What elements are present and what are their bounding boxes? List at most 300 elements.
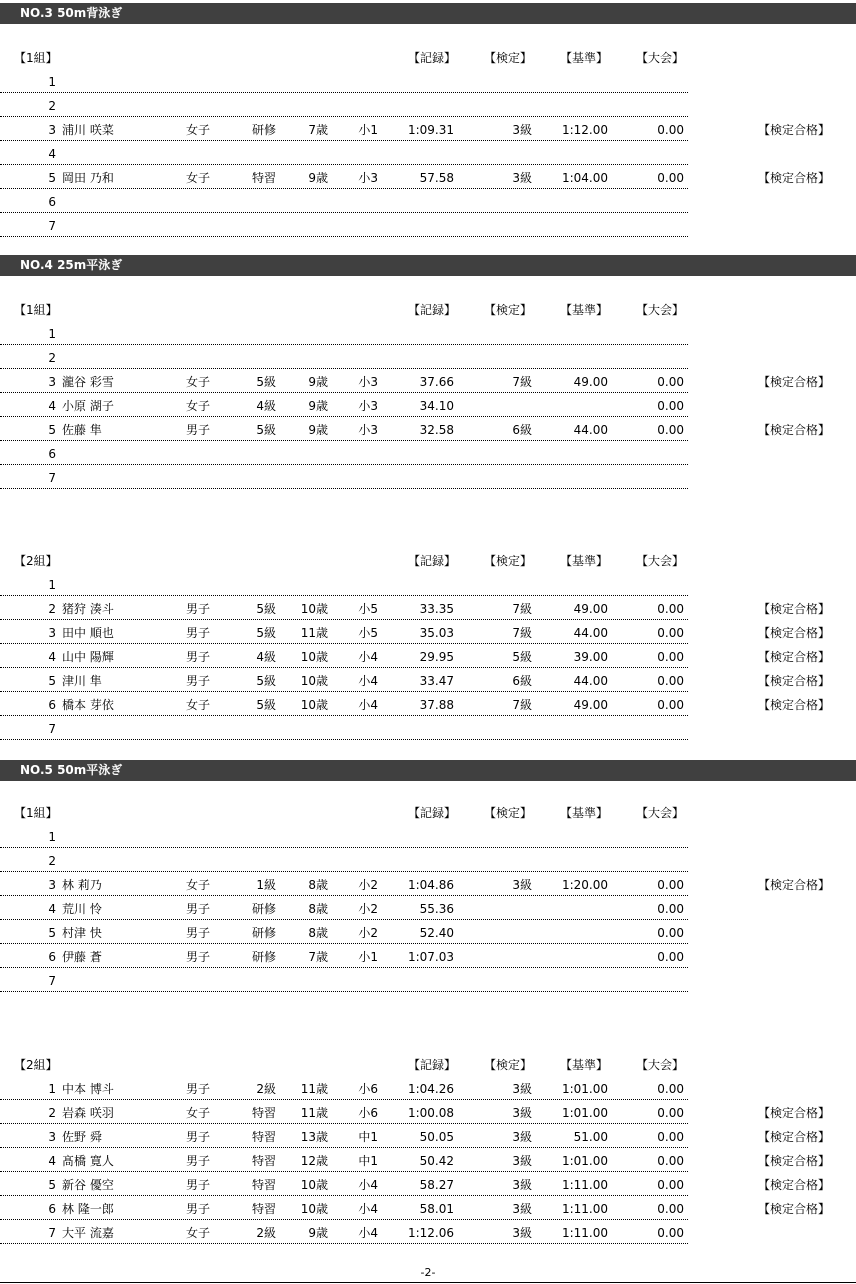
- lane-row: [0, 144, 856, 164]
- kentei-level: 3級: [512, 171, 532, 185]
- lane-row: [0, 120, 856, 140]
- swimmer-sex: 女子: [186, 171, 211, 185]
- lane-number: 7: [48, 471, 56, 485]
- taikai-time: 0.00: [657, 602, 684, 616]
- event-title: NO.4 25m平泳ぎ: [0, 255, 856, 276]
- lane-number: 4: [48, 650, 56, 664]
- school-grade: 小5: [358, 626, 378, 640]
- lane-row: [0, 1199, 856, 1219]
- lane-row: [0, 468, 856, 488]
- kentei-level: 6級: [512, 423, 532, 437]
- swimmer-name: 伊藤 蒼: [62, 950, 102, 964]
- record-time: 1:00.08: [407, 1106, 454, 1120]
- swimmer-name: 佐藤 隼: [62, 423, 102, 437]
- swimmer-class: 特習: [251, 1202, 276, 1216]
- swimmer-age: 10歳: [300, 698, 328, 712]
- swimmer-name: 田中 順也: [62, 626, 114, 640]
- taikai-time: 0.00: [657, 1106, 684, 1120]
- lane-row: [0, 348, 856, 368]
- taikai-time: 0.00: [657, 1082, 684, 1096]
- kijun-column-header: 【基準】: [560, 303, 609, 317]
- lane-row: [0, 599, 856, 619]
- lane-number: 7: [48, 219, 56, 233]
- pass-badge: 【検定合格】: [758, 171, 831, 185]
- swimmer-sex: 女子: [186, 1106, 211, 1120]
- record-time: 50.05: [419, 1130, 454, 1144]
- group-header: [0, 48, 856, 68]
- swimmer-name: 林 隆一郎: [62, 1202, 114, 1216]
- lane-row: [0, 899, 856, 919]
- swimmer-age: 9歳: [308, 171, 328, 185]
- school-grade: 小3: [358, 171, 378, 185]
- kentei-column-header: 【検定】: [484, 554, 533, 568]
- kijun-time: 1:12.00: [561, 123, 608, 137]
- swimmer-name: 村津 快: [62, 926, 102, 940]
- lane-number: 2: [48, 351, 56, 365]
- lane-number: 3: [48, 626, 56, 640]
- group-label: 【1組】: [14, 806, 58, 820]
- group-header: [0, 551, 856, 571]
- swimmer-class: 2級: [256, 1082, 276, 1096]
- school-grade: 小3: [358, 375, 378, 389]
- record-time: 33.35: [419, 602, 454, 616]
- swimmer-age: 11歳: [300, 626, 328, 640]
- swimmer-age: 9歳: [308, 423, 328, 437]
- swimmer-name: 山中 陽輝: [62, 650, 114, 664]
- swimmer-class: 特習: [251, 1130, 276, 1144]
- lane-number: 1: [48, 327, 56, 341]
- taikai-time: 0.00: [657, 423, 684, 437]
- swimmer-age: 10歳: [300, 650, 328, 664]
- lane-number: 2: [48, 1106, 56, 1120]
- record-column-header: 【記録】: [408, 554, 457, 568]
- lane-number: 5: [48, 674, 56, 688]
- group-label: 【2組】: [14, 554, 58, 568]
- pass-badge: 【検定合格】: [758, 650, 831, 664]
- kentei-level: 3級: [512, 1082, 532, 1096]
- pass-badge: 【検定合格】: [758, 674, 831, 688]
- swimmer-sex: 女子: [186, 375, 211, 389]
- kentei-level: 3級: [512, 1130, 532, 1144]
- kijun-time: 44.00: [573, 423, 608, 437]
- record-time: 58.27: [419, 1178, 454, 1192]
- swimmer-class: 研修: [251, 950, 276, 964]
- lane-number: 6: [48, 1202, 56, 1216]
- swimmer-class: 2級: [256, 1226, 276, 1240]
- taikai-time: 0.00: [657, 902, 684, 916]
- kentei-level: 3級: [512, 1202, 532, 1216]
- swimmer-name: 橋本 芽依: [62, 698, 114, 712]
- footer-rule: [0, 1282, 856, 1283]
- swimmer-sex: 女子: [186, 123, 211, 137]
- lane-row: [0, 420, 856, 440]
- group-header: [0, 803, 856, 823]
- kijun-time: 51.00: [573, 1130, 608, 1144]
- lane-number: 3: [48, 1130, 56, 1144]
- swimmer-age: 10歳: [300, 1202, 328, 1216]
- kentei-column-header: 【検定】: [484, 1058, 533, 1072]
- lane-number: 6: [48, 698, 56, 712]
- lane-row: [0, 72, 856, 92]
- record-time: 37.66: [419, 375, 454, 389]
- school-grade: 小1: [358, 123, 378, 137]
- lane-number: 1: [48, 75, 56, 89]
- swimmer-age: 8歳: [308, 878, 328, 892]
- swimmer-sex: 女子: [186, 878, 211, 892]
- pass-badge: 【検定合格】: [758, 375, 831, 389]
- school-grade: 小2: [358, 926, 378, 940]
- lane-number: 7: [48, 974, 56, 988]
- kentei-level: 3級: [512, 1178, 532, 1192]
- lane-number: 5: [48, 423, 56, 437]
- kentei-level: 3級: [512, 1226, 532, 1240]
- kijun-time: 1:11.00: [561, 1202, 608, 1216]
- taikai-time: 0.00: [657, 698, 684, 712]
- record-time: 29.95: [419, 650, 454, 664]
- taikai-time: 0.00: [657, 650, 684, 664]
- swimmer-age: 11歳: [300, 1082, 328, 1096]
- lane-row: [0, 695, 856, 715]
- lane-number: 1: [48, 578, 56, 592]
- kentei-column-header: 【検定】: [484, 51, 533, 65]
- school-grade: 小2: [358, 902, 378, 916]
- school-grade: 小4: [358, 1202, 378, 1216]
- swimmer-sex: 女子: [186, 698, 211, 712]
- lane-row: [0, 1127, 856, 1147]
- lane-row: [0, 372, 856, 392]
- lane-number: 4: [48, 902, 56, 916]
- swimmer-age: 12歳: [300, 1154, 328, 1168]
- taikai-column-header: 【大会】: [636, 303, 685, 317]
- lane-number: 3: [48, 375, 56, 389]
- record-time: 1:04.86: [407, 878, 454, 892]
- lane-row: [0, 851, 856, 871]
- swimmer-age: 8歳: [308, 926, 328, 940]
- school-grade: 小5: [358, 602, 378, 616]
- school-grade: 小4: [358, 674, 378, 688]
- lane-number: 5: [48, 1178, 56, 1192]
- record-time: 34.10: [419, 399, 454, 413]
- swimmer-class: 5級: [256, 698, 276, 712]
- school-grade: 小4: [358, 698, 378, 712]
- record-time: 1:09.31: [407, 123, 454, 137]
- kentei-column-header: 【検定】: [484, 303, 533, 317]
- lane-number: 4: [48, 399, 56, 413]
- swimmer-sex: 男子: [186, 1178, 211, 1192]
- taikai-time: 0.00: [657, 1202, 684, 1216]
- lane-row: [0, 324, 856, 344]
- taikai-time: 0.00: [657, 375, 684, 389]
- swimmer-sex: 男子: [186, 902, 211, 916]
- kijun-time: 1:04.00: [561, 171, 608, 185]
- swimmer-sex: 男子: [186, 674, 211, 688]
- event-title: NO.5 50m平泳ぎ: [0, 760, 856, 781]
- taikai-time: 0.00: [657, 171, 684, 185]
- swimmer-age: 10歳: [300, 602, 328, 616]
- swimmer-name: 髙橋 寛人: [62, 1154, 114, 1168]
- lane-row: [0, 671, 856, 691]
- school-grade: 中1: [358, 1130, 378, 1144]
- lane-number: 7: [48, 1226, 56, 1240]
- swimmer-sex: 女子: [186, 399, 211, 413]
- swimmer-class: 特習: [251, 1178, 276, 1192]
- swimmer-age: 9歳: [308, 399, 328, 413]
- pass-badge: 【検定合格】: [758, 698, 831, 712]
- taikai-time: 0.00: [657, 626, 684, 640]
- lane-number: 2: [48, 99, 56, 113]
- pass-badge: 【検定合格】: [758, 602, 831, 616]
- lane-row: [0, 192, 856, 212]
- lane-row: [0, 1151, 856, 1171]
- swimmer-sex: 男子: [186, 626, 211, 640]
- taikai-column-header: 【大会】: [636, 806, 685, 820]
- lane-number: 5: [48, 926, 56, 940]
- lane-row: [0, 875, 856, 895]
- pass-badge: 【検定合格】: [758, 1202, 831, 1216]
- swimmer-class: 研修: [251, 926, 276, 940]
- swimmer-age: 10歳: [300, 1178, 328, 1192]
- lane-row: [0, 168, 856, 188]
- taikai-time: 0.00: [657, 399, 684, 413]
- school-grade: 小2: [358, 878, 378, 892]
- swimmer-class: 4級: [256, 650, 276, 664]
- school-grade: 小4: [358, 650, 378, 664]
- lane-number: 4: [48, 147, 56, 161]
- swimmer-class: 特習: [251, 171, 276, 185]
- school-grade: 小4: [358, 1226, 378, 1240]
- kijun-column-header: 【基準】: [560, 51, 609, 65]
- swimmer-name: 中本 博斗: [62, 1082, 114, 1096]
- kentei-level: 5級: [512, 650, 532, 664]
- pass-badge: 【検定合格】: [758, 1178, 831, 1192]
- record-time: 1:04.26: [407, 1082, 454, 1096]
- swimmer-sex: 男子: [186, 1082, 211, 1096]
- lane-number: 7: [48, 722, 56, 736]
- swimmer-age: 9歳: [308, 1226, 328, 1240]
- kijun-time: 1:11.00: [561, 1178, 608, 1192]
- swimmer-name: 浦川 咲菜: [62, 123, 114, 137]
- lane-number: 2: [48, 854, 56, 868]
- swimmer-sex: 男子: [186, 423, 211, 437]
- lane-row: [0, 1175, 856, 1195]
- swimmer-class: 1級: [256, 878, 276, 892]
- kijun-time: 1:11.00: [561, 1226, 608, 1240]
- pass-badge: 【検定合格】: [758, 1106, 831, 1120]
- lane-row: [0, 647, 856, 667]
- school-grade: 小1: [358, 950, 378, 964]
- lane-row: [0, 396, 856, 416]
- school-grade: 小6: [358, 1106, 378, 1120]
- swimmer-class: 4級: [256, 399, 276, 413]
- record-time: 37.88: [419, 698, 454, 712]
- group-label: 【1組】: [14, 303, 58, 317]
- taikai-time: 0.00: [657, 950, 684, 964]
- kijun-time: 1:01.00: [561, 1082, 608, 1096]
- kijun-time: 49.00: [573, 375, 608, 389]
- taikai-time: 0.00: [657, 1130, 684, 1144]
- swimmer-age: 11歳: [300, 1106, 328, 1120]
- group-header: [0, 1055, 856, 1075]
- lane-number: 4: [48, 1154, 56, 1168]
- swimmer-age: 7歳: [308, 123, 328, 137]
- taikai-time: 0.00: [657, 878, 684, 892]
- swimmer-class: 5級: [256, 375, 276, 389]
- record-time: 35.03: [419, 626, 454, 640]
- record-time: 58.01: [419, 1202, 454, 1216]
- lane-row: [0, 971, 856, 991]
- group-label: 【1組】: [14, 51, 58, 65]
- swimmer-age: 9歳: [308, 375, 328, 389]
- school-grade: 小4: [358, 1178, 378, 1192]
- kijun-time: 49.00: [573, 698, 608, 712]
- swimmer-age: 8歳: [308, 902, 328, 916]
- swimmer-class: 5級: [256, 602, 276, 616]
- kijun-time: 1:01.00: [561, 1106, 608, 1120]
- taikai-column-header: 【大会】: [636, 51, 685, 65]
- swimmer-class: 5級: [256, 626, 276, 640]
- lane-number: 5: [48, 171, 56, 185]
- swimmer-age: 13歳: [300, 1130, 328, 1144]
- pass-badge: 【検定合格】: [758, 123, 831, 137]
- school-grade: 小3: [358, 423, 378, 437]
- kentei-level: 3級: [512, 878, 532, 892]
- lane-row: [0, 623, 856, 643]
- group-label: 【2組】: [14, 1058, 58, 1072]
- kentei-level: 3級: [512, 1106, 532, 1120]
- record-column-header: 【記録】: [408, 51, 457, 65]
- page-number: -2-: [420, 1266, 436, 1279]
- kijun-time: 1:01.00: [561, 1154, 608, 1168]
- swimmer-class: 5級: [256, 423, 276, 437]
- taikai-time: 0.00: [657, 1154, 684, 1168]
- kijun-time: 44.00: [573, 626, 608, 640]
- taikai-column-header: 【大会】: [636, 1058, 685, 1072]
- lane-number: 6: [48, 950, 56, 964]
- record-column-header: 【記録】: [408, 303, 457, 317]
- swimmer-name: 新谷 優空: [62, 1178, 114, 1192]
- record-time: 1:07.03: [407, 950, 454, 964]
- swimmer-name: 荒川 怜: [62, 902, 102, 916]
- lane-number: 6: [48, 447, 56, 461]
- kentei-level: 7級: [512, 698, 532, 712]
- swimmer-sex: 男子: [186, 950, 211, 964]
- swimmer-name: 小原 湖子: [62, 399, 114, 413]
- swimmer-sex: 男子: [186, 650, 211, 664]
- lane-row: [0, 216, 856, 236]
- swimmer-age: 7歳: [308, 950, 328, 964]
- swimmer-name: 岩森 咲羽: [62, 1106, 114, 1120]
- swimmer-name: 林 莉乃: [62, 878, 102, 892]
- kentei-level: 3級: [512, 123, 532, 137]
- swimmer-sex: 女子: [186, 1226, 211, 1240]
- school-grade: 中1: [358, 1154, 378, 1168]
- taikai-time: 0.00: [657, 926, 684, 940]
- kijun-time: 49.00: [573, 602, 608, 616]
- record-column-header: 【記録】: [408, 1058, 457, 1072]
- record-column-header: 【記録】: [408, 806, 457, 820]
- swimmer-sex: 男子: [186, 1130, 211, 1144]
- kijun-time: 39.00: [573, 650, 608, 664]
- swimmer-name: 猪狩 湊斗: [62, 602, 114, 616]
- school-grade: 小3: [358, 399, 378, 413]
- school-grade: 小6: [358, 1082, 378, 1096]
- lane-row: [0, 1103, 856, 1123]
- lane-number: 2: [48, 602, 56, 616]
- taikai-column-header: 【大会】: [636, 554, 685, 568]
- record-time: 50.42: [419, 1154, 454, 1168]
- swimmer-class: 研修: [251, 123, 276, 137]
- record-time: 57.58: [419, 171, 454, 185]
- kentei-column-header: 【検定】: [484, 806, 533, 820]
- swimmer-sex: 男子: [186, 602, 211, 616]
- lane-row: [0, 923, 856, 943]
- taikai-time: 0.00: [657, 1178, 684, 1192]
- kijun-time: 1:20.00: [561, 878, 608, 892]
- taikai-time: 0.00: [657, 674, 684, 688]
- swimmer-class: 特習: [251, 1106, 276, 1120]
- record-time: 32.58: [419, 423, 454, 437]
- swimmer-name: 大平 流嘉: [62, 1226, 114, 1240]
- taikai-time: 0.00: [657, 1226, 684, 1240]
- lane-number: 1: [48, 1082, 56, 1096]
- kentei-level: 6級: [512, 674, 532, 688]
- kentei-level: 3級: [512, 1154, 532, 1168]
- kijun-column-header: 【基準】: [560, 806, 609, 820]
- kentei-level: 7級: [512, 602, 532, 616]
- lane-row: [0, 719, 856, 739]
- swimmer-class: 特習: [251, 1154, 276, 1168]
- swimmer-name: 佐野 舜: [62, 1130, 102, 1144]
- swimmer-name: 岡田 乃和: [62, 171, 114, 185]
- group-header: [0, 300, 856, 320]
- pass-badge: 【検定合格】: [758, 626, 831, 640]
- lane-row: [0, 96, 856, 116]
- kijun-column-header: 【基準】: [560, 1058, 609, 1072]
- lane-row: [0, 1223, 856, 1243]
- record-time: 55.36: [419, 902, 454, 916]
- kentei-level: 7級: [512, 626, 532, 640]
- lane-number: 3: [48, 878, 56, 892]
- record-time: 33.47: [419, 674, 454, 688]
- swimmer-sex: 男子: [186, 1154, 211, 1168]
- kentei-level: 7級: [512, 375, 532, 389]
- taikai-time: 0.00: [657, 123, 684, 137]
- lane-number: 6: [48, 195, 56, 209]
- pass-badge: 【検定合格】: [758, 878, 831, 892]
- record-time: 1:12.06: [407, 1226, 454, 1240]
- swimmer-age: 10歳: [300, 674, 328, 688]
- lane-number: 1: [48, 830, 56, 844]
- lane-number: 3: [48, 123, 56, 137]
- swimmer-sex: 男子: [186, 926, 211, 940]
- pass-badge: 【検定合格】: [758, 1130, 831, 1144]
- swimmer-sex: 男子: [186, 1202, 211, 1216]
- swimmer-class: 5級: [256, 674, 276, 688]
- lane-row: [0, 827, 856, 847]
- lane-row: [0, 575, 856, 595]
- lane-row: [0, 444, 856, 464]
- swimmer-name: 瀧谷 彩雪: [62, 375, 114, 389]
- record-time: 52.40: [419, 926, 454, 940]
- kijun-column-header: 【基準】: [560, 554, 609, 568]
- event-title: NO.3 50m背泳ぎ: [0, 3, 856, 24]
- pass-badge: 【検定合格】: [758, 1154, 831, 1168]
- lane-row: [0, 947, 856, 967]
- pass-badge: 【検定合格】: [758, 423, 831, 437]
- swimmer-class: 研修: [251, 902, 276, 916]
- kijun-time: 44.00: [573, 674, 608, 688]
- lane-row: [0, 1079, 856, 1099]
